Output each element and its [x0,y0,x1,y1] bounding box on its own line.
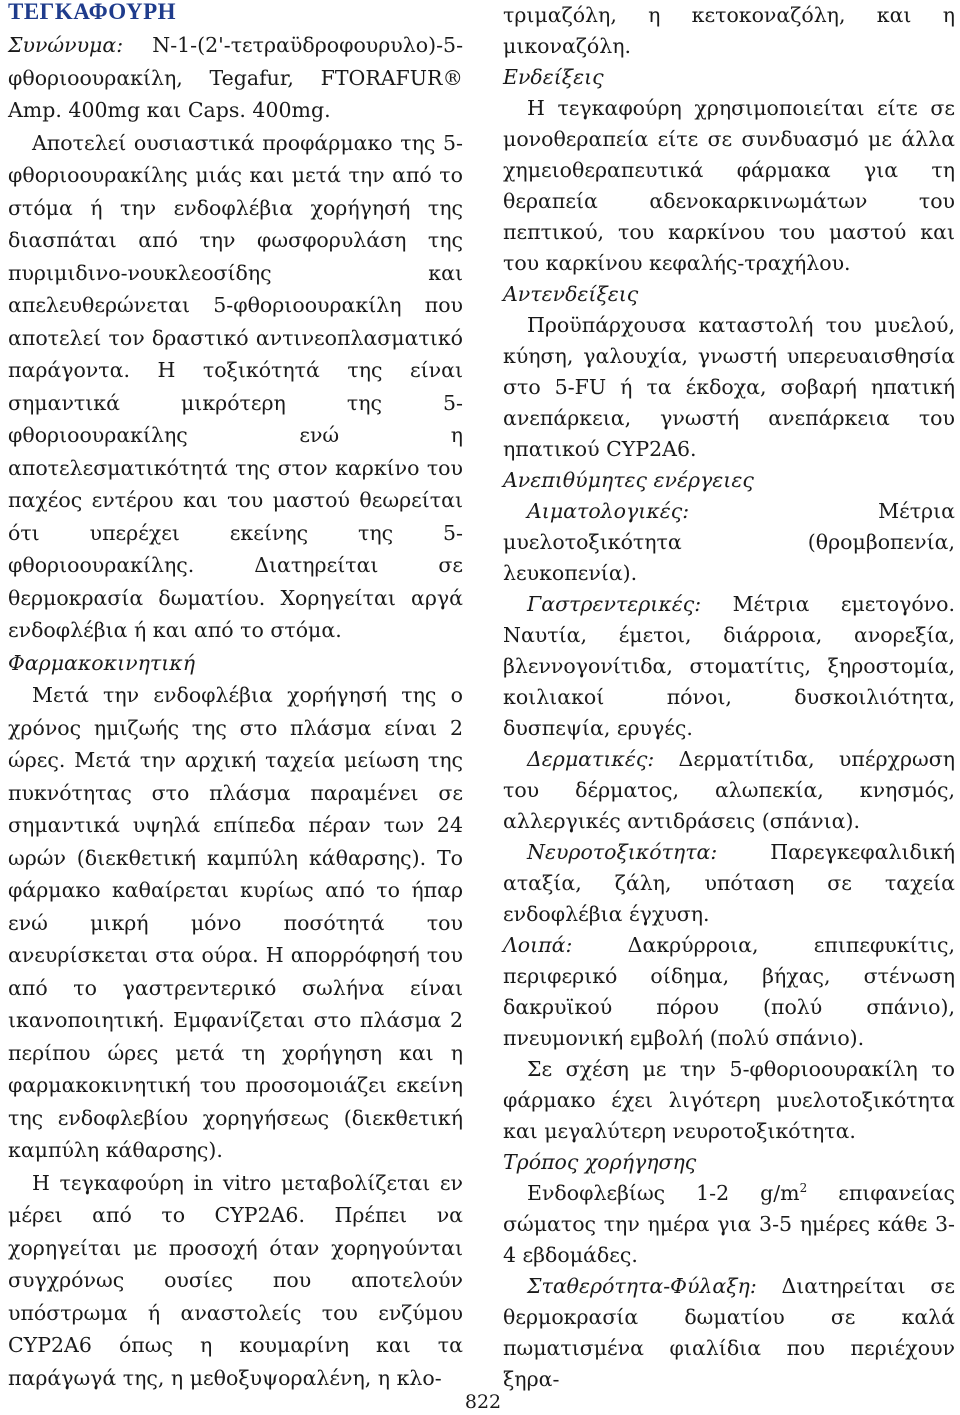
storage-label: Σταθερότητα-Φύλαξη: [527,1274,757,1298]
neurotoxicity-paragraph [503,837,955,930]
gastrointestinal-label: Γαστρεντερικές: [527,592,702,616]
page-number: 822 [464,1391,502,1413]
synonyms-label: Συνώνυμα: [8,33,124,57]
right-column [503,0,955,1395]
gastrointestinal-paragraph [503,589,955,744]
administration-heading: Τρόπος χορήγησης [503,1150,697,1174]
pharmacokinetics-heading: Φαρμακοκινητική [8,650,195,675]
left-column [8,0,463,1394]
other-effects-paragraph [503,930,955,1054]
other-effects-label: Λοιπά: [503,933,573,957]
administration-superscript: 2 [799,1181,808,1196]
contraindications-heading: Αντενδείξεις [503,282,639,306]
hematologic-paragraph [503,496,955,589]
intro-paragraph: Αποτελεί ουσιαστικά προφάρμακο της 5-φθοριοουρακίλης μιάς και μετά την από το στόμα ή την ενδοφλέβια χορήγησή της διασπάται από την φωσφορυλάση της πυριμιδινο-νουκλεοσίδης και απελευθερώνεται 5-φθοριοουρακίλη που αποτελεί τον δραστικό αντινεοπλασματικό παράγοντα. Η τοξικότητά της είναι σημαντικά μικρότερη της 5-φθοριοουρακίλης ενώ η αποτελεσματικότητά της στον καρκίνο του παχέος εντέρου και του μαστού θεωρείται ότι υπερέχει εκείνης της 5-φθοριοουρακίλης. Διατηρείται σε θερμοκρασία δωματίου. Χορηγείται αργά ενδοφλέβια ή και από το στόμα. [8,130,463,642]
administration-text-a: Ενδοφλεβίως 1-2 g/m [527,1181,800,1205]
synonyms-text: N-1-(2'-τετραϋδροφουρυλο)-5-φθοριοουρακίλη, Tegafur, FTORAFUR® Amp. 400mg και Caps. 400mg. [8,33,463,122]
neurotoxicity-text: Παρεγκεφαλιδική αταξία, ζάλη, υπόταση σε ταχεία ενδοφλέβια έγχυση. [503,840,955,926]
other-effects-text: Δακρύρροια, επιπεφυκίτις, περιφερικό οίδημα, βήχας, στένωση δακρυϊκού πόρου (πολύ σπάνιο), πνευμονική εμβολή (πολύ σπάνιο). [503,933,955,1050]
administration-paragraph [503,1178,955,1271]
storage-paragraph [503,1271,955,1395]
administration-text-b: επιφανείας σώματος την ημέρα για 3-5 ημέρες κάθε 3-4 εβδομάδες. [503,1181,955,1267]
dermatologic-label: Δερματικές: [527,747,655,771]
adverse-effects-heading: Ανεπιθύμητες ενέργειες [503,468,754,492]
synonyms-paragraph [8,29,463,127]
dermatologic-paragraph [503,744,955,837]
contraindications-paragraph: Προϋπάρχουσα καταστολή του μυελού, κύηση, γαλουχία, γνωστή υπερευαισθησία στο 5-FU ή τα έκδοχα, σοβαρή ηπατική ανεπάρκεια, γνωστή ανεπάρκεια του ηπατικού CYP2A6. [503,313,955,461]
continuation-paragraph: τριμαζόλη, η κετοκοναζόλη, και η μικοναζόλη. [503,3,955,58]
indications-heading: Ενδείξεις [503,65,604,89]
storage-text: Διατηρείται σε θερμοκρασία δωματίου σε καλά πωματισμένα φιαλίδια που περιέχουν ξηρα- [503,1274,955,1391]
gastrointestinal-text: Μέτρια εμετογόνο. Ναυτία, έμετοι, διάρροια, ανορεξία, βλεννογονίτιδα, στοματίτις, ξηροστομία, κοιλιακοί πόνοι, δυσκοιλιότητα, δυσπεψία, ερυγές. [503,592,955,740]
hematologic-text: Μέτρια μυελοτοξικότητα (θρομβοπενία, λευκοπενία). [503,499,955,585]
indications-paragraph: Η τεγκαφούρη χρησιμοποιείται είτε σε μονοθεραπεία είτε σε συνδυασμό με άλλα χημειοθεραπευτικά φάρμακα για τη θεραπεία αδενοκαρκινωμάτων του πεπτικού, του καρκίνου του μαστού και του καρκίνου κεφαλής-τραχήλου. [503,96,955,275]
hematologic-label: Αιματολογικές: [527,499,690,523]
neurotoxicity-label: Νευροτοξικότητα: [527,840,718,864]
page-title: ΤΕΓΚΑΦΟΥΡΗ [8,0,177,24]
comparison-paragraph: Σε σχέση με την 5-φθοριοουρακίλη το φάρμακο έχει λιγότερη μυελοτοξικότητα και μεγαλύτερη νευροτοξικότητα. [503,1057,955,1143]
dermatologic-text: Δερματίτιδα, υπέρχρωση του δέρματος, αλωπεκία, κνησμός, αλλεργικές αντιδράσεις (σπάνια). [503,747,955,833]
pharmacokinetics-paragraph: Μετά την ενδοφλέβια χορήγησή της ο χρόνος ημιζωής της στο πλάσμα είναι 2 ώρες. Μετά την αρχική ταχεία μείωση της πυκνότητας στο πλάσμα παραμένει σε σημαντικά υψηλά επίπεδα πέραν των 24 ωρών (διεκθετική καμπύλη κάθαρσης). Το φάρμακο καθαίρεται κυρίως από το ήπαρ ενώ μικρή μόνο ποσότητά του ανευρίσκεται στα ούρα. Η απορρόφησή του από το γαστρεντερικό σωλήνα είναι ικανοποιητική. Εμφανίζεται στο πλάσμα 2 περίπου ώρες μετά τη χορήγηση και η φαρμακοκινητική του προσομοιάζει εκείνη της ενδοφλεβίου χορηγήσεως (διεκθετική καμπύλη κάθαρσης). [8,683,463,1162]
metabolism-paragraph: Η τεγκαφούρη in vitro μεταβολίζεται εν μέρει από το CYP2A6. Πρέπει να χορηγείται με προσοχή όταν χορηγούνται συγχρόνως ουσίες που αποτελούν υπόστρωμα ή αναστολείς του ενζύμου CYP2A6 όπως η κουμαρίνη και τα παράγωγά της, η μεθοξυψοραλένη, η κλο- [8,1170,463,1390]
